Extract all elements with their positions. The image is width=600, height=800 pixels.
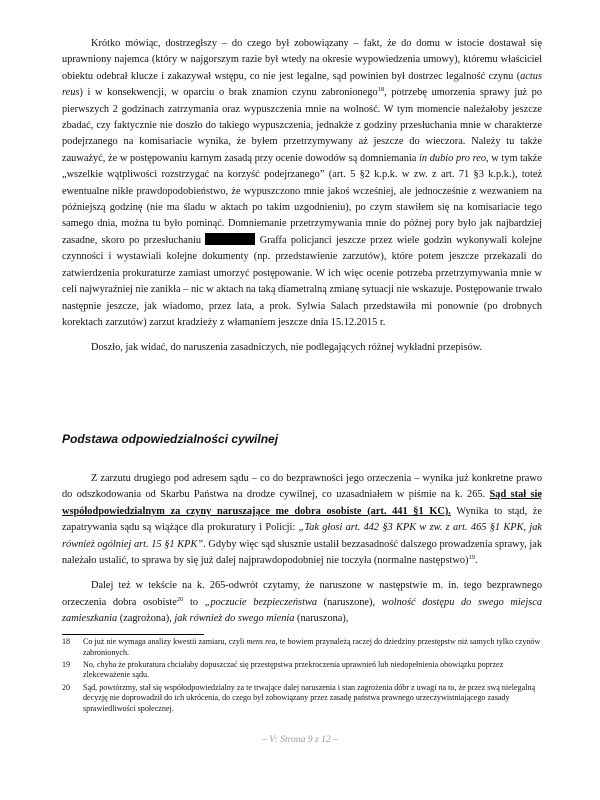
text-run: , te bowiem przynależą raczej do dziedziny przestępstw niż samych tylko czynów zabronionych.: [83, 637, 541, 657]
text-run: (naruszona),: [294, 613, 349, 625]
footnote-number: 20: [62, 682, 71, 692]
text-run: to: [183, 596, 205, 608]
footnote-text: [83, 637, 544, 658]
text-run: ) i w konsekwencji, w oparciu o brak znamion czynu zabronionego: [79, 87, 378, 99]
footnote: [62, 683, 544, 715]
text-run-italic: „poczucie bezpieczeństwa: [204, 596, 318, 608]
text-run: Graffa policjanci jeszcze przez wiele godzin wykonywali kolejne czynności i wystawiali kolejne dokumenty (np. przedstawienie zarzutów), które potem jeszcze przekazali do zatwierdzenia prokuraturze zamiast umorzyć postępowanie. W ich więc ocenie potrzeba przetrzymywania mnie w celi najwyraźniej nie zanikła – nic w aktach na taką diametralną zmianę sytuacji nie wskazuje. Postępowanie trwało następnie jeszcze, jak wiadomo, przez lata, a prok. Sylwia Salach przedstawiła mi ponownie (po drobnych korektach zarzutów) zarzut kradzieży z włamaniem jeszcze dnia 15.12.2015 r.: [62, 234, 542, 328]
page-footer: – V: Strona 9 z 12 –: [262, 734, 338, 745]
text-run: (naruszone),: [317, 596, 382, 608]
text-run-bold-underlined: Sąd stał się współodpowiedzialnym za czyny naruszające me dobra osobiste (art. 441 §1 KC).: [62, 489, 542, 517]
text-run: (zagrożona),: [117, 613, 175, 625]
footnote-ref: 20: [176, 595, 184, 603]
footnote-ref: 19: [468, 554, 475, 562]
footnote-text: Sąd, powtórzmy, stał się współodpowiedzialny za te trwające dalej naruszenia i stan zagrożenia dóbr z uwagi na to, że przez swą nielegalną decyzję nie doprowadził do ich ukrócenia, do czego był zobowiązany przez zasadę państwa prawnego urzeczywistniającego zasady sprawiedliwości społecznej.: [83, 682, 536, 713]
text-run-italic: actus reus: [62, 70, 542, 99]
text-run: Dalej też w tekście na k. 265-odwrót czytamy, że naruszone w następstwie m. in. tego bezprawnego orzeczenia dobra osobiste: [62, 580, 542, 608]
text-run: . Gdyby więc sąd słusznie ustalił bezzasadność dalszego prowadzenia sprawy, jak należało ustalić, to sprawa by się już dalej najprawdopodobniej nie toczyła (normalne następstwo): [62, 538, 543, 567]
text-run-italic: wolność dostępu do swego miejsca zamieszkania: [62, 596, 543, 625]
text-run-italic: „Tak głosi art. 442 §3 KPK w zw. z art. 465 §1 KPK, jak również ogólniej art. 15 §1 KPK”: [62, 522, 543, 550]
text-run: , potrzebę umorzenia sprawy już po pierwszych 2 godzinach zatrzymania oraz wypuszczenia mnie na wolność. W tym momencie należałoby jeszcze zbadać, czy faktycznie nie doszło do takiego wypuszczenia, jednakże z godziny przesłuchania mnie w charakterze podejrzanego na komisariacie wynika, że byłem przetrzymywany aż jeszcze do wieczora. Należy tu także zauważyć, że w postępowaniu karnym zasadą przy ocenie dowodów są domniemania: [62, 87, 542, 164]
text-run: Krótko mówiąc, dostrzegłszy – do czego był zobowiązany – fakt, że do domu w istocie dostawał się uprawniony najemca (który w najgorszym razie był wtedy na okresie wypowiedzenia umowy), któremu właściciel obiektu odebrał klucze i zakazywał wstępu, co nie jest legalne, sąd powinien był dostrzec legalność czynu (: [62, 38, 542, 82]
document-body-2: [62, 471, 542, 628]
text-run: .: [474, 555, 478, 567]
text-run-italic: in dubio pro reo: [419, 152, 487, 164]
paragraph-4: [62, 578, 542, 627]
footnote-number: 19: [62, 659, 71, 669]
text-run: Wynika to stąd, że zapatrywania sądu są wiążące dla prokuratury i Policji:: [62, 505, 542, 534]
footnote-text: No, chyba że prokuratura chciałaby dopuszczać się przestępstwa przekroczenia uprawnień lub niedopełnienia obowiązku poprzez zlekceważenie sądu.: [83, 659, 504, 680]
section-heading: Podstawa odpowiedzialności cywilnej: [62, 432, 279, 446]
paragraph-2: Doszło, jak widać, do naruszenia zasadniczych, nie podlegających różnej wykładni przepisów.: [91, 342, 483, 354]
footnote: [62, 637, 544, 658]
text-run: Z zarzutu drugiego pod adresem sądu – co do bezprawności jego orzeczenia – wynika już konkretne prawo do odszkodowania od Skarbu Państwa na drodze cywilnej, co uzasadniałem w piśmie na k. 265.: [62, 473, 542, 501]
text-run: Co już nie wymaga analizy kwestii zamiaru, czyli: [83, 637, 247, 646]
footnote-number: 18: [62, 637, 71, 646]
paragraph-3: [62, 471, 542, 569]
paragraph-1: [62, 36, 542, 331]
text-run-italic: jak również do swego mienia: [174, 613, 295, 625]
redaction-box: [205, 233, 255, 245]
text-run-italic: mens rea: [246, 637, 276, 646]
footnotes: [62, 637, 544, 716]
footnote-ref: 18: [377, 86, 385, 94]
text-run: , w tym także „wszelkie wątpliwości rozstrzygać na korzyść podejrzanego” (art. 5 §2 k.p.k. w zw. z art. 71 §3 k.p.k.), toteż ewentualne nikłe prawdopodobieństwo, że wypuszczono mnie jakoś wcześniej, ale jednocześnie z wezwaniem na późniejszą godzinę (nie ma śladu w aktach po takim uzgodnieniu), po czym stawiłem się na komisariacie tego samego dnia, można tu było pominąć. Domniemanie przetrzymywania mnie do późnej pory było jak najbardziej zasadne, skoro po przesłuchaniu: [62, 152, 542, 246]
footnote: [62, 660, 544, 681]
footnote-separator: [62, 634, 204, 635]
document-body: [62, 36, 542, 357]
